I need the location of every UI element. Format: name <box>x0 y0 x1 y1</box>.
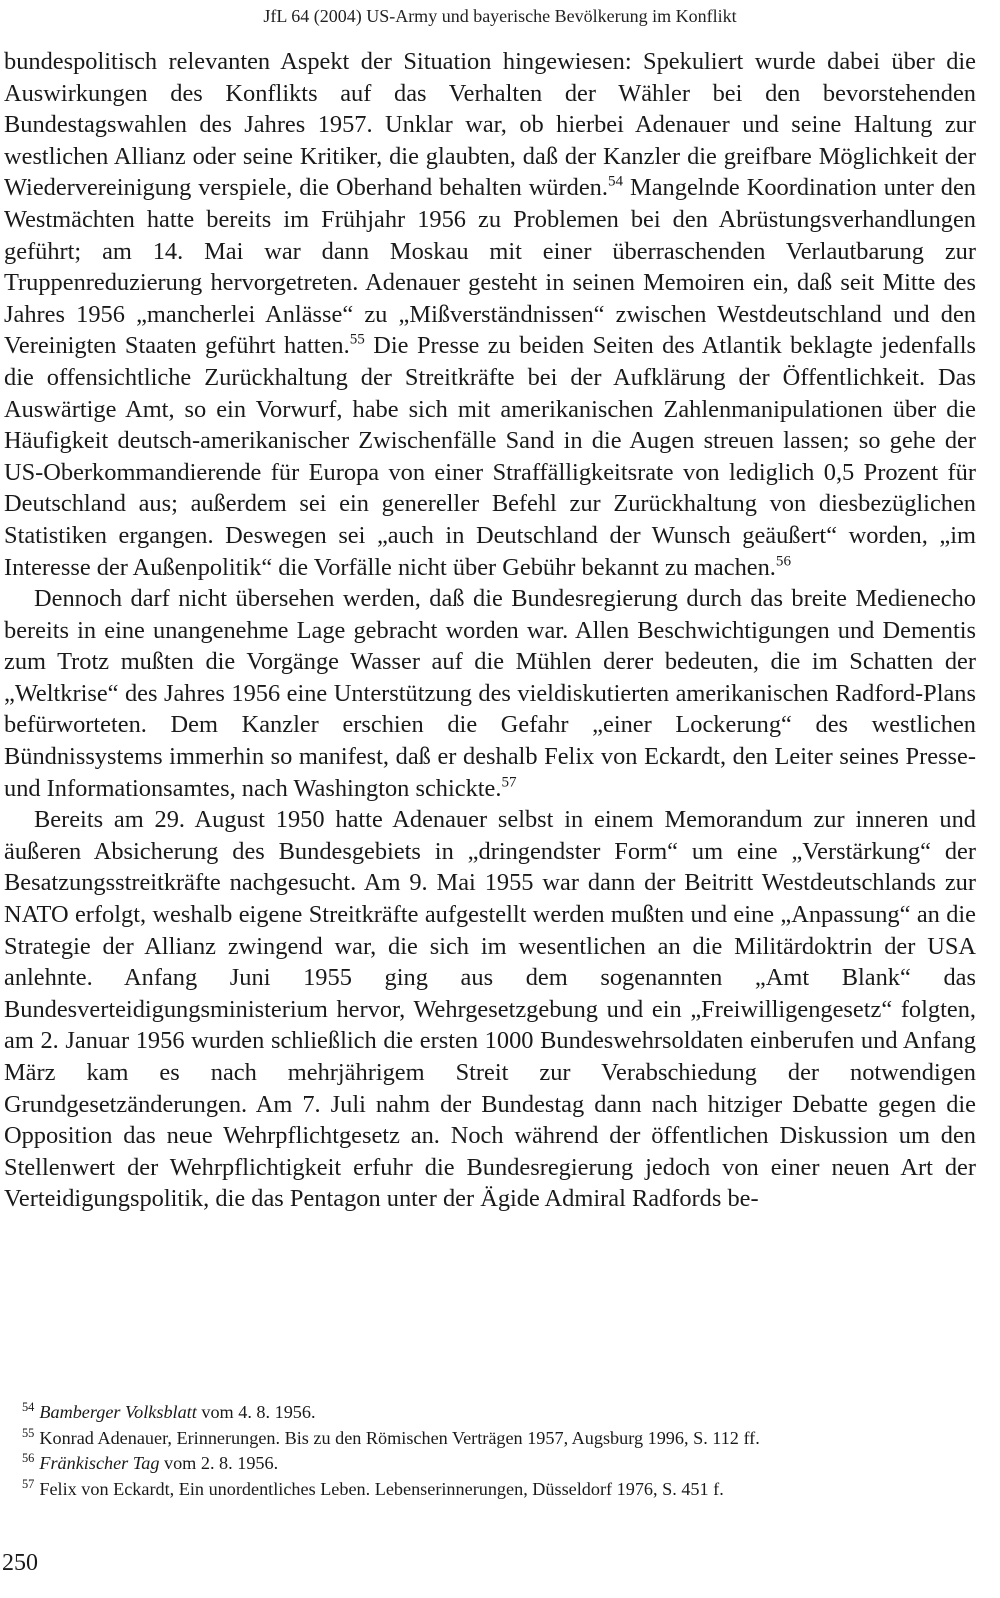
text-run: bundespolitisch relevanten Aspekt der Situation hingewiesen: Spekuliert wurde dabei über die Auswirkungen des Konflikts auf das Verhalten der Wähler bei den bevorstehenden Bundestagswahlen des Jahres 1957. Unklar war, ob hierbei Adenauer und seine Haltung zur westlichen Allianz oder seine Kritiker, die glaubten, daß der Kanzler die greifbare Möglichkeit der Wiedervereinigung verspiele, die Oberhand behalten würden. <box>4 48 976 202</box>
text-run: Mangelnde Koordination unter den Westmächten hatte bereits im Frühjahr 1956 zu Problemen bei den Abrüstungsverhandlungen geführt; am 14. Mai war dann Moskau mit einer überraschenden Verlautbarung zur Truppenreduzierung hervorgetreten. Adenauer gesteht in seinen Memoiren ein, daß seit Mitte des Jahres 1956 „mancherlei Anlässe“ zu „Mißverständnissen“ zwischen Westdeutschland und den Vereinigten Staaten geführt hatten. <box>4 174 976 360</box>
paragraph <box>4 804 976 1215</box>
footnote-text: Konrad Adenauer, Erinnerungen. Bis zu den Römischen Verträgen 1957, Augsburg 1996, S. 112 ff. <box>39 1427 760 1448</box>
footnote-text: vom 2. 8. 1956. <box>159 1453 279 1474</box>
main-text <box>4 46 976 1215</box>
running-header: JfL 64 (2004) US-Army und bayerische Bevölkerung im Konflikt <box>263 6 737 26</box>
footnote-number: 57 <box>22 1476 35 1491</box>
footnote-number: 55 <box>22 1425 35 1440</box>
text-run: Bereits am 29. August 1950 hatte Adenauer selbst in einem Memorandum zur inneren und äußeren Absicherung des Bundesgebiets in „dringendster Form“ um eine „Verstärkung“ der Besatzungsstreitkräfte nachgesucht. Am 9. Mai 1955 war dann der Beitritt Westdeutschlands zur NATO erfolgt, weshalb eigene Streitkräfte aufgestellt werden mußten und eine „Anpassung“ an die Strategie der Allianz zwingend war, die sich im wesentlichen an die Militärdoktrin der USA anlehnte. Anfang Juni 1955 ging aus dem sogenannten „Amt Blank“ das Bundesverteidigungsministerium hervor, Wehrgesetzgebung und ein „Freiwilligengesetz“ folgten, am 2. Januar 1956 wurden schließlich die ersten 1000 Bundeswehrsoldaten einberufen und Anfang März kam es nach mehrjährigem Streit zur Verabschiedung der notwendigen Grundgesetzänderungen. Am 7. Juli nahm der Bundestag dann nach hitziger Debatte gegen die Opposition das neue Wehrpflichtgesetz an. Noch während der öffentlichen Diskussion um den Stellenwert der Wehrpflichtigkeit erfuhr die Bundesregierung jedoch von einer neuen Art der Verteidigungspolitik, die das Pentagon unter der Ägide Admiral Radfords be- <box>4 806 976 1213</box>
text-run: Die Presse zu beiden Seiten des Atlantik beklagte jedenfalls die offensichtliche Zurückhaltung der Streitkräfte bei der Aufklärung der Öffentlichkeit. Das Auswärtige Amt, so ein Vorwurf, habe sich mit amerikanischen Zahlenmanipulationen über die Häufigkeit deutsch-amerikanischer Zwischenfälle Sand in die Augen streuen lassen; so gehe der US-Oberkommandierende für Europa von einer Straffälligkeitsrate von lediglich 0,5 Prozent für Deutschland aus; außerdem sei ein genereller Befehl zur Zurückhaltung von diesbezüglichen Statistiken ergangen. Deswegen sei „auch in Deutschland der Wunsch geäußert“ worden, „im Interesse der Außenpolitik“ die Vorfälle nicht über Gebühr bekannt zu machen. <box>4 332 976 581</box>
footnote-italic: Bamberger Volksblatt <box>39 1402 197 1422</box>
footnote-number: 54 <box>22 1400 35 1415</box>
page-number: 250 <box>2 1550 38 1576</box>
text-run: Dennoch darf nicht übersehen werden, daß die Bundesregierung durch das breite Medienecho bereits in eine unangenehme Lage gebracht worden war. Allen Beschwichtigungen und Dementis zum Trotz mußten die Vorgänge Wasser auf die Mühlen derer bedeuten, die im Schatten der „Weltkrise“ des Jahres 1956 eine Unterstützung des vieldiskutierten amerikanischen Radford-Plans befürworteten. Dem Kanzler erschien die Gefahr „einer Lockerung“ des westlichen Bündnissystems immerhin so manifest, daß er deshalb Felix von Eckardt, den Leiter seines Presse- und Informationsamtes, nach Washington schickte. <box>4 585 976 802</box>
footnote-italic: Fränkischer Tag <box>39 1453 160 1474</box>
footnote-text: vom 4. 8. 1956. <box>196 1402 316 1422</box>
paragraph <box>4 46 976 583</box>
paragraph <box>4 583 976 804</box>
footnote-text: Felix von Eckardt, Ein unordentliches Leben. Lebenserinnerungen, Düsseldorf 1976, S. 451 f. <box>39 1478 724 1499</box>
footnote <box>22 1426 982 1452</box>
footnote-ref: 57 <box>501 774 517 791</box>
footnote <box>22 1451 982 1477</box>
footnote <box>22 1400 982 1426</box>
footnote-ref: 54 <box>607 174 624 190</box>
footnote-ref: 55 <box>349 331 365 348</box>
footnote <box>22 1477 982 1503</box>
footnotes <box>22 1400 982 1502</box>
footnote-ref: 56 <box>775 553 791 570</box>
footnote-number: 56 <box>22 1451 35 1466</box>
